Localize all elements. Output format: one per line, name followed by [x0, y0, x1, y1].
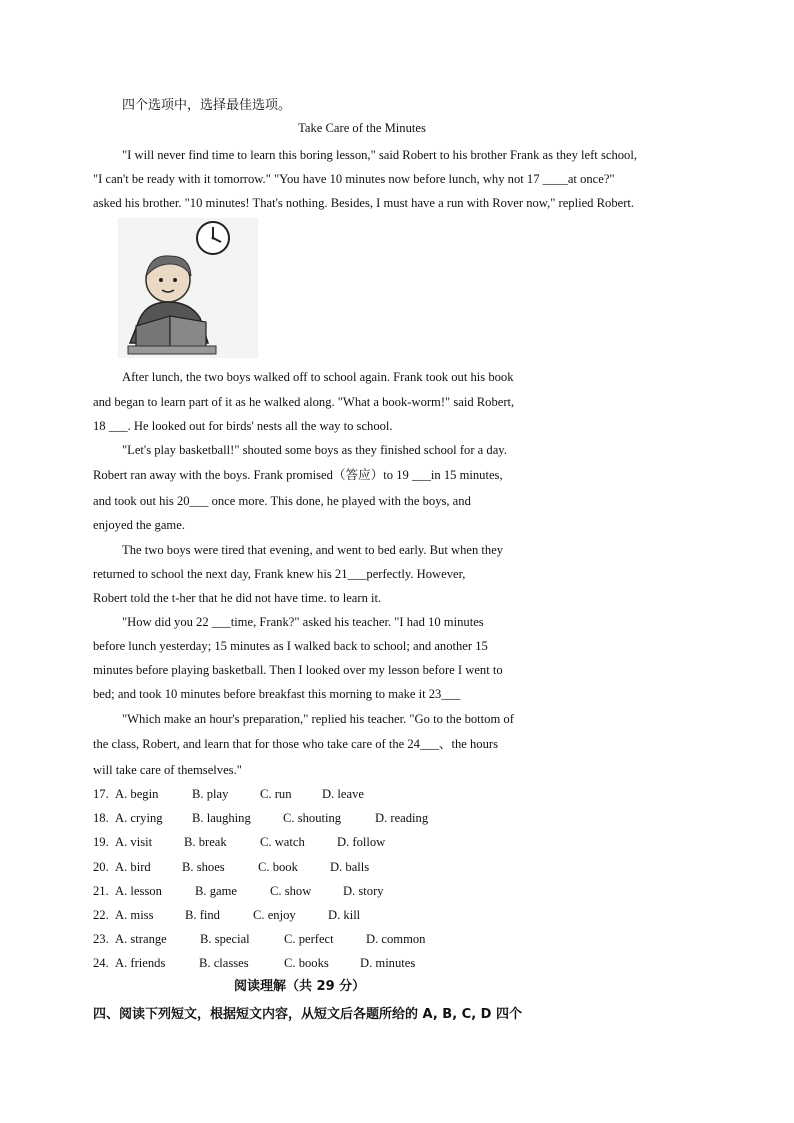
body-line-17: will take care of themselves." [93, 763, 242, 777]
option-a: A. friends [115, 956, 166, 970]
body-line-6: and took out his 20___ once more. This done, he played with the boys, and [93, 494, 471, 508]
option-c: C. book [258, 860, 298, 874]
option-b: B. classes [199, 956, 249, 970]
question-number: 21. [93, 884, 109, 898]
body-line-7: enjoyed the game. [93, 518, 185, 532]
body-line-15: "Which make an hour's preparation," replied his teacher. "Go to the bottom of [122, 712, 514, 726]
option-row-23 [93, 931, 425, 947]
option-row-19 [93, 834, 385, 850]
body-line-2: and began to learn part of it as he walked along. "What a book-worm!" said Robert, [93, 395, 515, 409]
option-d: D. kill [328, 908, 361, 922]
option-c: C. show [270, 884, 312, 898]
body-line-1: After lunch, the two boys walked off to school again. Frank took out his book [122, 370, 514, 384]
section-heading: 阅读理解（共 29 分） [234, 979, 366, 994]
option-c: C. perfect [284, 932, 334, 946]
body-line-11: "How did you 22 ___time, Frank?" asked his teacher. "I had 10 minutes [122, 615, 484, 629]
option-row-22 [93, 907, 360, 923]
option-d: D. balls [330, 860, 370, 874]
option-b: B. game [195, 884, 237, 898]
top-line-3: asked his brother. "10 minutes! That's nothing. Besides, I must have a run with Rover now," replied Robert. [93, 196, 635, 210]
option-row-17 [93, 786, 364, 802]
top-line-1: "I will never find time to learn this boring lesson," said Robert to his brother Frank as they left school, [122, 148, 637, 162]
body-line-5: Robert ran away with the boys. Frank promised（答应）to 19 ___in 15 minutes, [93, 468, 503, 482]
option-row-21 [93, 883, 384, 899]
option-a: A. strange [115, 932, 167, 946]
top-line-2: "I can't be ready with it tomorrow." "You have 10 minutes now before lunch, why not 17 ____at once?" [93, 172, 615, 186]
question-number: 22. [93, 908, 109, 922]
body-line-4: "Let's play basketball!" shouted some boys as they finished school for a day. [122, 443, 507, 457]
body-line-10: Robert told the t-her that he did not have time. to learn it. [93, 591, 382, 605]
option-row-18 [93, 810, 428, 826]
question-number: 20. [93, 860, 109, 874]
option-d: D. story [343, 884, 384, 898]
body-line-3: 18 ___. He looked out for birds' nests all the way to school. [93, 419, 393, 433]
option-row-24 [93, 955, 415, 971]
body-line-12: before lunch yesterday; 15 minutes as I walked back to school; and another 15 [93, 639, 488, 653]
option-d: D. minutes [360, 956, 416, 970]
option-row-20 [93, 859, 369, 875]
option-c: C. books [284, 956, 329, 970]
body-line-13: minutes before playing basketball. Then I looked over my lesson before I went to [93, 663, 503, 677]
body-line-16: the class, Robert, and learn that for those who take care of the 24___、the hours [93, 737, 498, 751]
option-a: A. begin [115, 787, 159, 801]
option-a: A. visit [115, 835, 153, 849]
option-b: B. special [200, 932, 250, 946]
option-a: A. miss [115, 908, 154, 922]
option-b: B. find [185, 908, 220, 922]
question-number: 18. [93, 811, 109, 825]
intro-text: 四个选项中，选择最佳选项。 [122, 98, 292, 113]
question-number: 23. [93, 932, 109, 946]
option-d: D. reading [375, 811, 429, 825]
option-a: A. lesson [115, 884, 162, 898]
clock-icon [197, 222, 229, 254]
option-b: B. break [184, 835, 227, 849]
option-c: C. watch [260, 835, 305, 849]
option-a: A. bird [115, 860, 151, 874]
option-b: B. play [192, 787, 229, 801]
option-c: C. shouting [283, 811, 342, 825]
body-line-9: returned to school the next day, Frank knew his 21___perfectly. However, [93, 567, 466, 581]
question-number: 17. [93, 787, 109, 801]
section-instruction: 四、阅读下列短文，根据短文内容，从短文后各题所给的 A, B, C, D 四个 [93, 1007, 522, 1022]
option-d: D. leave [322, 787, 364, 801]
option-a: A. crying [115, 811, 163, 825]
option-b: B. shoes [182, 860, 225, 874]
option-d: D. common [366, 932, 426, 946]
option-b: B. laughing [192, 811, 251, 825]
body-line-8: The two boys were tired that evening, and went to bed early. But when they [122, 543, 504, 557]
passage-title: Take Care of the Minutes [298, 121, 426, 135]
option-c: C. run [260, 787, 292, 801]
boy-reading-illustration [118, 218, 258, 358]
question-number: 24. [93, 956, 109, 970]
option-d: D. follow [337, 835, 386, 849]
body-line-14: bed; and took 10 minutes before breakfast this morning to make it 23___ [93, 687, 461, 701]
option-c: C. enjoy [253, 908, 296, 922]
question-number: 19. [93, 835, 109, 849]
